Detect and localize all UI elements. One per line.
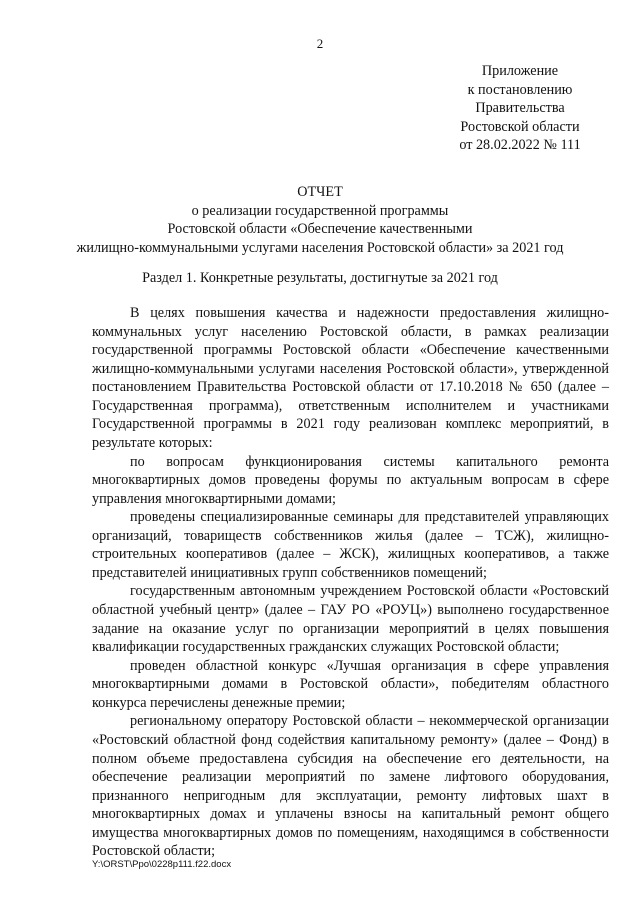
section-heading: Раздел 1. Конкретные результаты, достигнутые за 2021 год (142, 270, 498, 286)
appendix-line: Ростовской области (460, 118, 580, 135)
paragraph: региональному оператору Ростовской области – некоммерческой организации «Ростовский областной фонд содействия капитальному ремонту» (далее – Фонд) в полном объеме предоставлена субсидия на обеспечение его деятельности, на обеспечение реализации мероприятий по замене лифтового оборудования, признанного непригодным для эксплуатации, ремонту лифтовых шахт в многоквартирных домах и уплачены взносы на капитальный ремонт общего имущества многоквартирных домов по помещениям, находящимся в собственности Ростовской области; (92, 713, 609, 860)
footer-file-path: Y:\ORST\Ppo\0228p111.f22.docx (92, 859, 232, 870)
report-title-line: ОТЧЕТ (297, 184, 343, 200)
paragraph: по вопросам функционирования системы капитального ремонта многоквартирных домов проведены форумы по актуальным вопросам в сфере управления многоквартирными домами; (92, 453, 609, 507)
paragraph: В целях повышения качества и надежности предоставления жилищно-коммунальных услуг населению Ростовской области, в рамках реализации государственной программы Ростовской области «Обеспечение качественными жилищно-коммунальными услугами населения Ростовской области», утвержденной постановлением Правительства Ростовской области от 17.10.2018 № 650 (далее – Государственная программа), ответственным исполнителем и участниками Государственной программы в 2021 году реализован комплекс мероприятий, в результате которых: (92, 305, 609, 451)
appendix-line: от 28.02.2022 № 111 (459, 137, 581, 154)
appendix-block (440, 62, 600, 155)
appendix-line: Приложение (481, 63, 559, 79)
paragraph: проведены специализированные семинары для представителей управляющих организаций, товариществ собственников жилья (далее – ТСЖ), жилищно-строительных кооперативов (далее – ЖСК), жилищных кооперативов, а также представителей инициативных групп собственников помещений; (92, 509, 609, 581)
report-title-line: жилищно-коммунальными услугами населения Ростовской области» за 2021 год (76, 239, 564, 256)
report-title-line: Ростовской области «Обеспечение качественными (167, 221, 473, 238)
report-title (60, 183, 580, 257)
page-number: 2 (316, 36, 324, 51)
paragraph: проведен областной конкурс «Лучшая организация в сфере управления многоквартирными домами в Ростовской области», победителям областного конкурса перечислены денежные премии; (92, 657, 609, 711)
body-text (92, 304, 609, 861)
appendix-line: к постановлению (467, 81, 573, 98)
appendix-line: Правительства (475, 100, 565, 117)
report-title-line: о реализации государственной программы (191, 202, 449, 219)
paragraph: государственным автономным учреждением Ростовской области «Ростовский областной учебный центр» (далее – ГАУ РО «РОУЦ») выполнено государственное задание на оказание услуг по организации мероприятий в целях повышения квалификации государственных гражданских служащих Ростовской области; (92, 583, 609, 656)
